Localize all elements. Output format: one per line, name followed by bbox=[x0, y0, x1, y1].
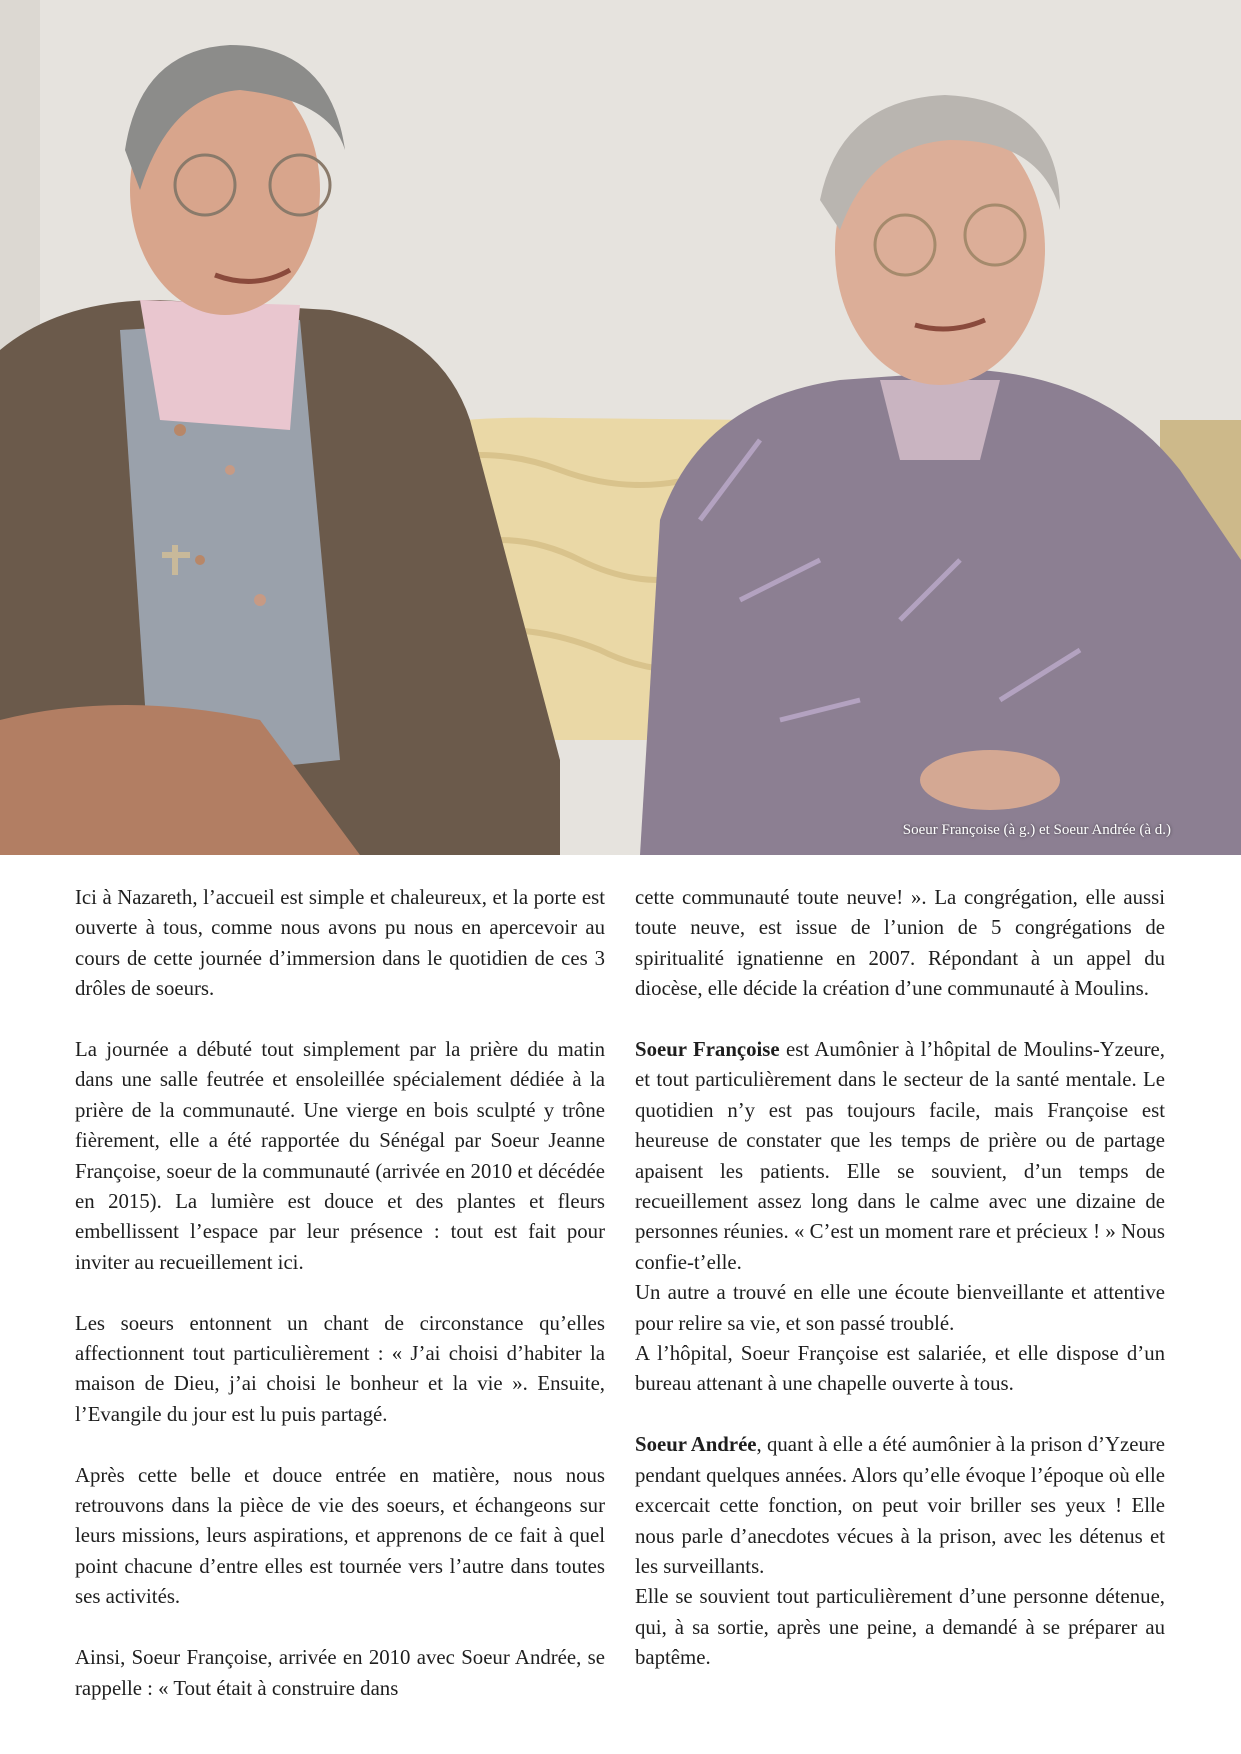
article-column-right bbox=[635, 883, 1165, 1674]
paragraph-hospital: A l’hôpital, Soeur Françoise est salariée, et elle dispose d’un bureau attenant à une chapelle ouverte à tous. bbox=[635, 1342, 1165, 1396]
article-column-left bbox=[75, 883, 605, 1704]
header-photo bbox=[0, 0, 1241, 855]
paragraph-francoise-text: est Aumônier à l’hôpital de Moulins-Yzeure, et tout particulièrement dans le secteur de la santé mentale. Le quotidien n’y est pas toujours facile, mais Françoise est heureuse de constater que les temps de prière ou de partage apaisent les patients. Elle se souvient, d’un temps de recueillement assez long dans le calme avec une dizaine de personnes réunies. « C’est un moment rare et précieux ! » Nous confie-t’elle. bbox=[635, 1038, 1165, 1274]
name-andree: Soeur Andrée bbox=[635, 1433, 757, 1457]
paragraph-morning-prayer: La journée a débuté tout simplement par la prière du matin dans une salle feutrée et ensoleillée spécialement dédiée à la prière de la communauté. Une vierge en bois sculpté y trône fièrement, elle a été rapportée du Sénégal par Soeur Jeanne Françoise, soeur de la communauté (arrivée en 2010 et décédée en 2015). La lumière est douce et des plantes et fleurs embellissent l’espace par leur présence : tout est fait pour inviter au recueillement ici. bbox=[75, 1038, 605, 1274]
paragraph-living-room: Après cette belle et douce entrée en matière, nous nous retrouvons dans la pièce de vie des soeurs, et échangeons sur leurs missions, leurs aspirations, et apprenons de ce fait à quel point chacune d’entre elles est tournée vers l’autre dans toutes ses activités. bbox=[75, 1463, 605, 1609]
paragraph-andree-text: , quant à elle a été aumônier à la prison d’Yzeure pendant quelques années. Alors qu’elle évoque l’époque où elle excercait cette fonction, on peut voir briller ses yeux ! Elle nous parle d’anecdotes vécues à la prison, avec les détenus et les surveillants. bbox=[635, 1433, 1166, 1578]
paragraph-baptism: Elle se souvient tout particulièrement d’une personne détenue, qui, à sa sortie, après une peine, a demandé à se préparer au baptême. bbox=[635, 1585, 1165, 1670]
paragraph-intro: Ici à Nazareth, l’accueil est simple et chaleureux, et la porte est ouverte à tous, comme nous avons pu nous en apercevoir au cours de cette journée d’immersion dans le quotidien de ces 3 drôles de soeurs. bbox=[75, 886, 605, 1001]
photo-illustration bbox=[0, 0, 1241, 855]
paragraph-arrival: Ainsi, Soeur Françoise, arrivée en 2010 avec Soeur Andrée, se rappelle : « Tout était à construire dans bbox=[75, 1646, 605, 1700]
paragraph-francoise bbox=[635, 1035, 1165, 1278]
photo-caption: Soeur Françoise (à g.) et Soeur Andrée (à d.) bbox=[902, 822, 1171, 838]
paragraph-congregation: cette communauté toute neuve! ». La congrégation, elle aussi toute neuve, est issue de l’union de 5 congrégations de spiritualité ignatienne en 2007. Répondant à un appel du diocèse, elle décide la création d’une communauté à Moulins. bbox=[635, 886, 1165, 1001]
name-francoise: Soeur Françoise bbox=[635, 1038, 780, 1062]
paragraph-chant: Les soeurs entonnent un chant de circonstance qu’elles affectionnent tout particulièrement : « J’ai choisi d’habiter la maison de Dieu, j’ai choisi le bonheur et la vie ». Ensuite, l’Evangile du jour est lu puis partagé. bbox=[75, 1311, 605, 1426]
paragraph-andree bbox=[635, 1430, 1165, 1582]
paragraph-listening: Un autre a trouvé en elle une écoute bienveillante et attentive pour relire sa vie, et son passé troublé. bbox=[635, 1281, 1165, 1335]
